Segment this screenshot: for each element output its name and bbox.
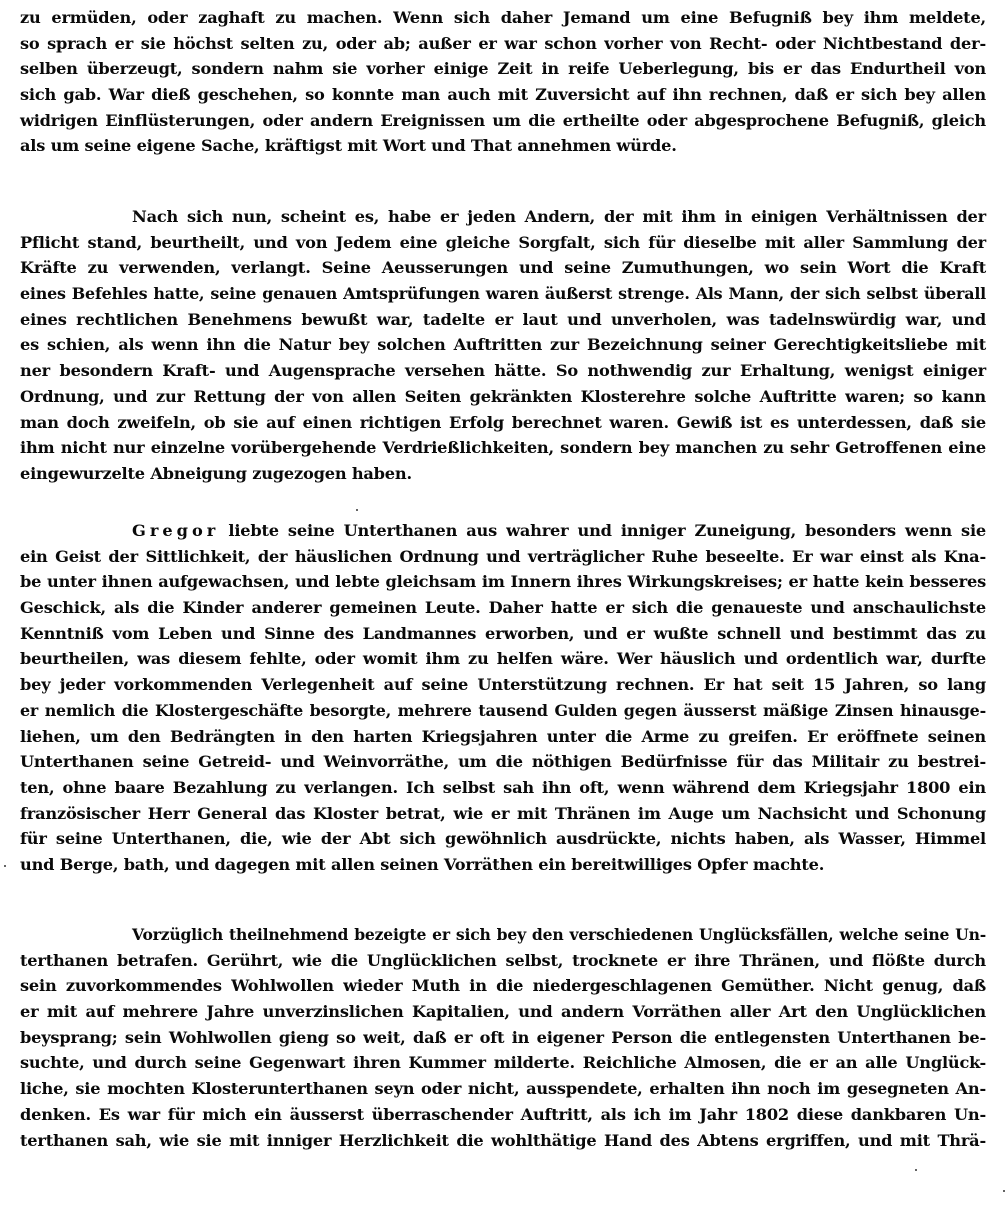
text-line: man doch zweifeln, ob sie auf einen richtigen Erfolg berechnet waren. Gewiß ist es unterdessen, daß sie (20, 412, 986, 432)
text-line: so sprach er sie höchst selten zu, oder ab; außer er war schon vorher von Recht- oder Nichtbestand der- (20, 33, 986, 53)
scan-speck (915, 1169, 917, 1171)
text-line: zu ermüden, oder zaghaft zu machen. Wenn sich daher Jemand um eine Befugniß bey ihm meldete, (20, 8, 986, 27)
text-line: für seine Unterthanen, die, wie der Abt sich gewöhnlich ausdrückte, nichts haben, als Wasser, Himmel (20, 829, 986, 849)
text-line: als um seine eigene Sache, kräftigst mit Wort und That annehmen würde. (20, 136, 677, 156)
text-line: Ordnung, und zur Rettung der von allen Seiten gekränkten Klosterehre solche Auftritte waren; so kann (20, 386, 986, 406)
text-line: er mit auf mehrere Jahre unverzinslichen Kapitalien, und andern Vorräthen aller Art den Unglücklichen (20, 1002, 986, 1022)
text-line: terthanen sah, wie sie mit inniger Herzlichkeit die wohlthätige Hand des Abtens ergriffen, und mit Thrä- (20, 1130, 986, 1150)
text-line: denken. Es war für mich ein äusserst überraschender Auftritt, als ich im Jahr 1802 diese dankbaren Un- (20, 1104, 986, 1124)
text-line: ner besondern Kraft- und Augensprache versehen hätte. So nothwendig zur Erhaltung, wenigst einiger (20, 361, 986, 381)
text-line: Geschick, als die Kinder anderer gemeinen Leute. Daher hatte er sich die genaueste und anschaulichste (20, 598, 986, 618)
name-gregor: Gregor (132, 521, 220, 540)
text-line: sich gab. War dieß geschehen, so konnte man auch mit Zuversicht auf ihn rechnen, daß er sich bey allen (20, 85, 986, 105)
text-line (20, 518, 986, 544)
text-line: er nemlich die Klostergeschäfte besorgte, mehrere tausend Gulden gegen äusserst mäßige Zinsen hinausge- (20, 700, 986, 720)
paragraph-2 (20, 204, 986, 487)
text-line: Kräfte zu verwenden, verlangt. Seine Aeusserungen und seine Zumuthungen, wo sein Wort die Kraft (20, 258, 986, 278)
text-line: Nach sich nun, scheint es, habe er jeden Andern, der mit ihm in einigen Verhältnissen der (132, 207, 986, 226)
paragraph-3 (20, 518, 986, 878)
scan-speck (356, 509, 358, 511)
text-line: sein zuvorkommendes Wohlwollen wieder Muth in die niedergeschlagenen Gemüther. Nicht genug, daß (20, 976, 986, 996)
text-line: Unterthanen seine Getreid- und Weinvorräthe, um die nöthigen Bedürfnisse für das Militair zu bestrei- (20, 752, 986, 772)
text-line: eingewurzelte Abneigung zugezogen haben. (20, 463, 412, 483)
paragraph-1 (20, 5, 986, 159)
text-line: ein Geist der Sittlichkeit, der häuslichen Ordnung und verträglicher Ruhe beseelte. Er war einst als Kna- (20, 546, 986, 566)
text-line: französischer Herr General das Kloster betrat, wie er mit Thränen im Auge um Nachsicht und Schonung (20, 803, 986, 823)
text-line: beurtheilen, was diesem fehlte, oder womit ihm zu helfen wäre. Wer häuslich und ordentlich war, durfte (20, 649, 986, 669)
scan-speck (1003, 1190, 1005, 1192)
text-line: bey jeder vorkommenden Verlegenheit auf seine Unterstützung rechnen. Er hat seit 15 Jahren, so lang (20, 675, 986, 695)
paragraph-4 (20, 922, 986, 1153)
text-line: ten, ohne baare Bezahlung zu verlangen. Ich selbst sah ihn oft, wenn während dem Kriegsjahr 1800 ein (20, 777, 986, 797)
text-line: widrigen Einflüsterungen, oder andern Ereignissen um die ertheilte oder abgesprochene Befugniß, gleich (20, 110, 986, 130)
text-line: eines Befehles hatte, seine genauen Amtsprüfungen waren äußerst strenge. Als Mann, der sich selbst überall (20, 284, 986, 304)
text-line: und Berge, bath, und dagegen mit allen seinen Vorräthen ein bereitwilliges Opfer machte. (20, 854, 825, 874)
text-line: beysprang; sein Wohlwollen gieng so weit, daß er oft in eigener Person die entlegensten Unterthanen be- (20, 1027, 986, 1047)
text-line: Pflicht stand, beurtheilt, und von Jedem eine gleiche Sorgfalt, sich für dieselbe mit aller Sammlung der (20, 232, 986, 252)
text-line: be unter ihnen aufgewachsen, und lebte gleichsam im Innern ihres Wirkungskreises; er hatte kein besseres (20, 572, 986, 592)
text-line: liehen, um den Bedrängten in den harten Kriegsjahren unter die Arme zu greifen. Er eröffnete seinen (20, 726, 986, 746)
text-line: Vorzüglich theilnehmend bezeigte er sich bey den verschiedenen Unglücksfällen, welche seine Un- (132, 925, 986, 944)
text-line: Kenntniß vom Leben und Sinne des Landmannes erworben, und er wußte schnell und bestimmt das zu (20, 623, 986, 643)
text-line: es schien, als wenn ihn die Natur bey solchen Auftritten zur Bezeichnung seiner Gerechtigkeitsliebe mit (20, 335, 986, 355)
text-line: terthanen betrafen. Gerührt, wie die Unglücklichen selbst, trocknete er ihre Thränen, und flößte durch (20, 950, 986, 970)
text-line: selben überzeugt, sondern nahm sie vorher einige Zeit in reife Ueberlegung, bis er das Endurtheil von (20, 59, 986, 79)
text-line: suchte, und durch seine Gegenwart ihren Kummer milderte. Reichliche Almosen, die er an alle Unglück- (20, 1053, 986, 1073)
text-line: liche, sie mochten Klosterunterthanen seyn oder nicht, ausspendete, erhalten ihn noch im gesegneten An- (20, 1079, 986, 1099)
text-line-rest: liebte seine Unterthanen aus wahrer und inniger Zuneigung, besonders wenn sie (228, 521, 987, 540)
text-line: eines rechtlichen Benehmens bewußt war, tadelte er laut und unverholen, was tadelnswürdig war, und (20, 309, 986, 329)
scan-speck (4, 865, 6, 867)
text-line: ihm nicht nur einzelne vorübergehende Verdrießlichkeiten, sondern bey manchen zu sehr Getroffenen eine (20, 438, 986, 458)
